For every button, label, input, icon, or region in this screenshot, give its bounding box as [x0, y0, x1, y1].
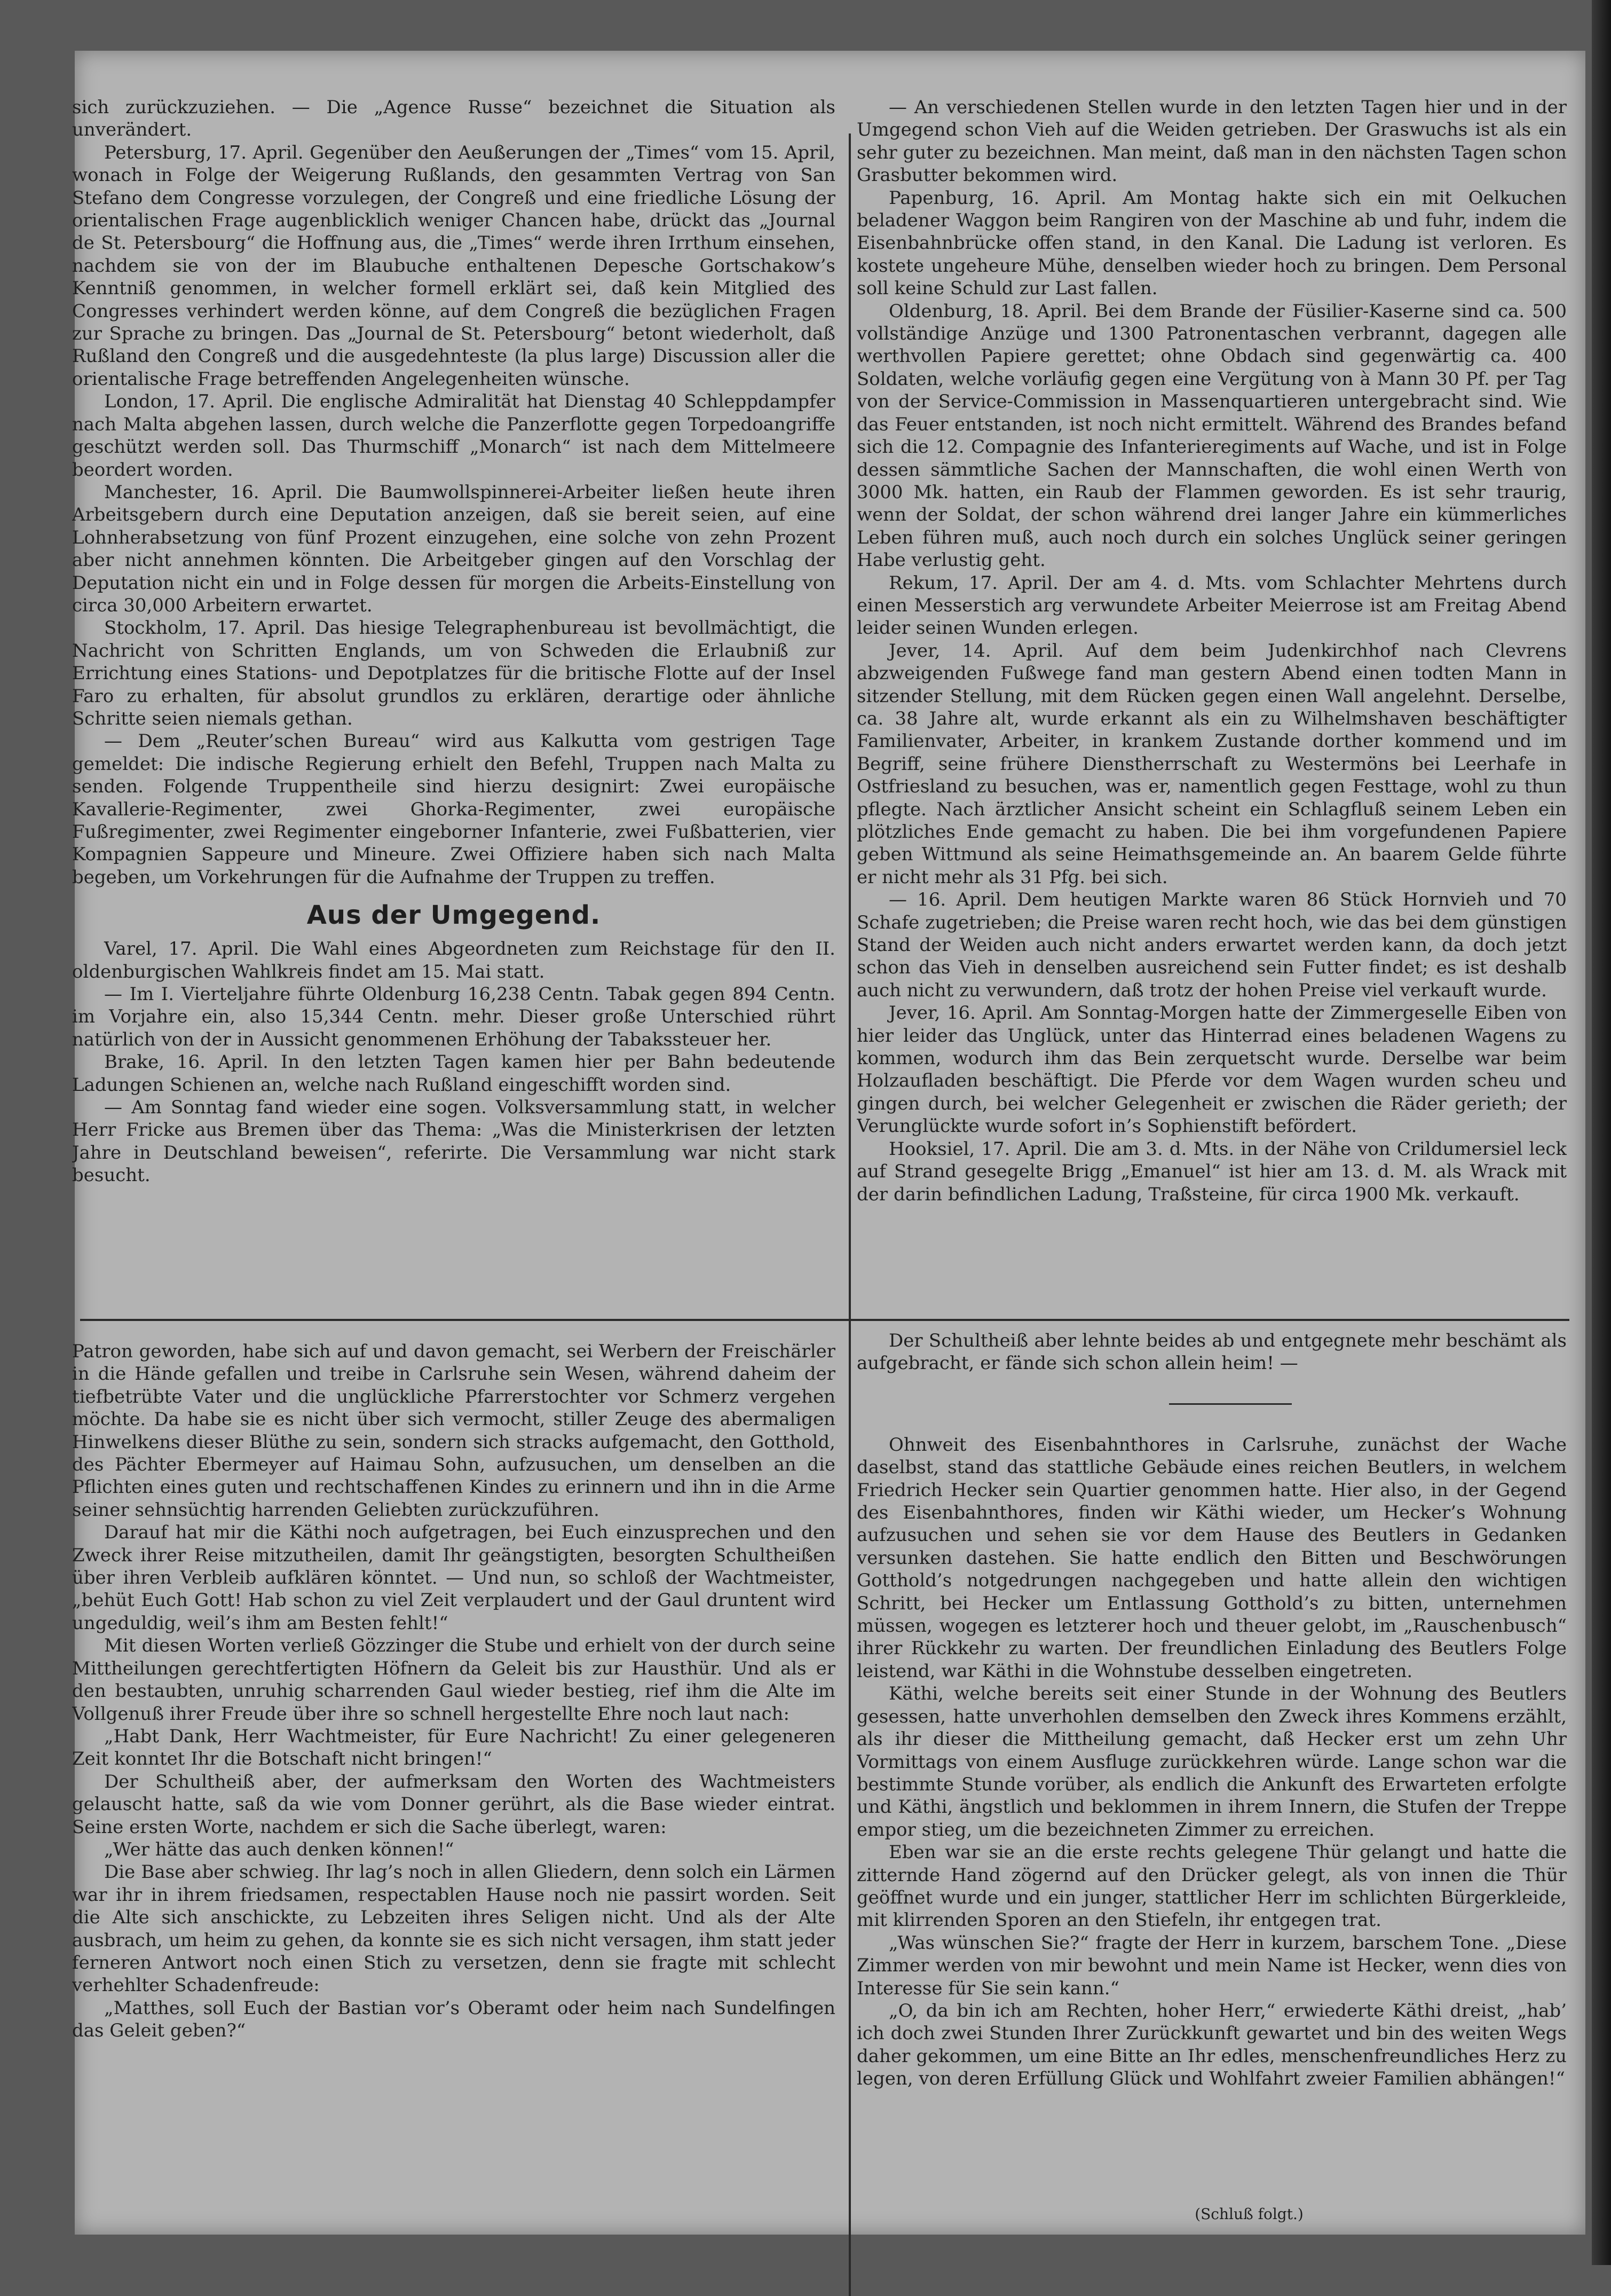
- paragraph: Die Base aber schwieg. Ihr lag’s noch in allen Gliedern, denn solch ein Lärmen war ihr in ihrem friedsamen, respectablen Hause noch nie passirt worden. Seit die Alte sich anschickte, zu Lebzeiten ihres Seligen nicht. Und als der Alte ausbrach, um heim zu gehen, da konnte sie es sich nicht versagen, ihm statt jeder ferneren Antwort noch einen Stich zu versetzen, denn sie fragte mit schlecht verhehlter Schadenfreude:: [72, 1861, 835, 1996]
- paragraph: Der Schultheiß aber, der aufmerksam den Worten des Wachtmeisters gelauscht hatte, saß da wie vom Donner gerührt, als die Base wieder eintrat. Seine ersten Worte, nachdem er sich die Sache überlegt, waren:: [72, 1771, 835, 1838]
- paragraph: Jever, 14. April. Auf dem beim Judenkirchhof nach Clevrens abzweigenden Fußwege fand man gestern Abend einen todten Mann in sitzender Stellung, mit dem Rücken gegen einen Wall angelehnt. Derselbe, ca. 38 Jahre alt, wurde erkannt als ein zu Wilhelmshaven beschäftigter Familienvater, Arbeiter, in krankem Zustande dorther kommend und im Begriff, seine frühere Dienstherrschaft zu Westermöns bei Leerhafe in Ostfriesland zu besuchen, was er, namentlich gegen Festtage, wohl zu thun pflegte. Nach ärztlicher Ansicht scheint ein Schlagfluß seinem Leben ein plötzliches Ende gemacht zu haben. Die bei ihm vorgefundenen Papiere geben Wittmund als seine Heimathsgemeinde an. An baarem Gelde führte er nicht mehr als 31 Pfg. bei sich.: [857, 640, 1567, 888]
- paragraph: — Im I. Vierteljahre führte Oldenburg 16,238 Centn. Tabak gegen 894 Centn. im Vorjahre ein, also 15,344 Centn. mehr. Dieser große Unterschied rührt natürlich von der in Aussicht genommenen Erhöhung der Tabakssteuer her.: [72, 984, 835, 1050]
- paragraph: Eben war sie an die erste rechts gelegene Thür gelangt und hatte die zitternde Hand zögernd auf den Drücker gelegt, als von innen die Thür geöffnet wurde und ein junger, stattlicher Herr im schlichten Bürgerkleide, mit klirrenden Sporen an den Stiefeln, ihr entgegen trat.: [857, 1842, 1567, 1931]
- paragraph: Jever, 16. April. Am Sonntag-Morgen hatte der Zimmergeselle Eiben von hier leider das Unglück, unter das Hinterrad eines beladenen Wagens zu kommen, wodurch ihm das Bein zerquetscht wurde. Derselbe war beim Holzaufladen beschäftigt. Die Pferde vor dem Wagen wurden scheu und gingen durch, bei welcher Gelegenheit er zwischen die Räder gerieth; der Verunglückte wurde sofort in’s Sophienstift befördert.: [857, 1002, 1567, 1137]
- column-top-left: [72, 96, 835, 1281]
- feuilleton-divider: [80, 1319, 1569, 1321]
- section-heading: Aus der Umgegend.: [306, 900, 601, 931]
- paragraph: Manchester, 16. April. Die Baumwollspinnerei-Arbeiter ließen heute ihren Arbeitsgebern durch eine Deputation anzeigen, daß sie bereit seien, auf eine Lohnherabsetzung von fünf Prozent einzugehen, eine solche von zehn Prozent aber nicht annehmen könnten. Die Arbeitgeber gingen auf den Vorschlag der Deputation nicht ein und in Folge dessen für morgen die Arbeits-Einstellung von circa 30,000 Arbeitern erwartet.: [72, 481, 835, 616]
- paragraph: „Habt Dank, Herr Wachtmeister, für Eure Nachricht! Zu einer gelegeneren Zeit konntet Ihr die Botschaft nicht bringen!“: [72, 1725, 835, 1770]
- column-divider: [849, 133, 851, 1324]
- paragraph: Stockholm, 17. April. Das hiesige Telegraphenbureau ist bevollmächtigt, die Nachricht von Schritten Englands, um von Schweden die Erlaubniß zur Errichtung eines Stations- und Depotplatzes für die britische Flotte auf der Insel Faro zu erhalten, für absolut grundlos zu erklären, derartige oder ähnliche Schritte seien niemals gethan.: [72, 617, 835, 729]
- paragraph: Petersburg, 17. April. Gegenüber den Aeußerungen der „Times“ vom 15. April, wonach in Folge der Weigerung Rußlands, den gesammten Vertrag von San Stefano dem Congresse vorzulegen, der Congreß und eine friedliche Lösung der orientalischen Frage augenblicklich weniger Chancen habe, drückt das „Journal de St. Petersbourg“ die Hoffnung aus, die „Times“ werde ihren Irrthum einsehen, nachdem sie von der im Blaubuche enthaltenen Depesche Gortschakow’s Kenntniß genommen, in welcher formell erklärt sei, daß kein Mitglied des Congresses verhindert werden könne, auf dem Congreß die bezüglichen Fragen zur Sprache zu bringen. Das „Journal de St. Petersbourg“ betont wiederholt, daß Rußland den Congreß und die ausgedehnteste (la plus large) Discussion aller die orientalische Frage betreffenden Angelegenheiten wünsche.: [72, 141, 835, 390]
- paragraph: Papenburg, 16. April. Am Montag hakte sich ein mit Oelkuchen beladener Waggon beim Rangiren von der Maschine ab und fuhr, indem die Eisenbahnbrücke offen stand, in den Kanal. Die Ladung ist verloren. Es kostete ungeheure Mühe, denselben wieder hoch zu bringen. Dem Personal soll keine Schuld zur Last fallen.: [857, 187, 1567, 300]
- continuation-note: (Schluß folgt.): [1195, 2205, 1304, 2223]
- paragraph: „Matthes, soll Euch der Bastian vor’s Oberamt oder heim nach Sundelfingen das Geleit geben?“: [72, 1997, 835, 2042]
- scan-edge: [1592, 0, 1611, 2265]
- paragraph: Patron geworden, habe sich auf und davon gemacht, sei Werbern der Freischärler in die Hände gefallen und treibe in Carlsruhe sein Wesen, während daheim der tiefbetrübte Vater und die unglückliche Pfarrerstochter vor Schmerz vergehen möchte. Da habe sie es nicht über sich vermocht, stiller Zeuge des abermaligen Hinwelkens dieser Blüthe zu sein, sondern sich stracks aufgemacht, den Gotthold, des Pächter Ebermeyer auf Haimau Sohn, aufzusuchen, um denselben an die Pflichten eines guten und rechtschaffenen Kindes zu erinnern und ihn in die Arme seiner sehnsüchtig harrenden Geliebten zurückzuführen.: [72, 1341, 835, 1521]
- paragraph: — Am Sonntag fand wieder eine sogen. Volksversammlung statt, in welcher Herr Fricke aus Bremen über das Thema: „Was die Ministerkrisen der letzten Jahre in Deutschland beweisen“, referirte. Die Versammlung war nicht stark besucht.: [72, 1097, 835, 1186]
- paragraph: — Dem „Reuter’schen Bureau“ wird aus Kalkutta vom gestrigen Tage gemeldet: Die indische Regierung erhielt den Befehl, Truppen nach Malta zu senden. Folgende Truppentheile sind hierzu designirt: Zwei europäische Kavallerie-Regimenter, zwei Ghorka-Regimenter, zwei europäische Fußregimenter, zwei Regimenter eingeborner Infanterie, zwei Fußbatterien, vier Kompagnien Sappeure und Mineure. Zwei Offiziere haben sich nach Malta begeben, um Vorkehrungen für die Aufnahme der Truppen zu treffen.: [72, 730, 835, 888]
- paragraph: Mit diesen Worten verließ Gözzinger die Stube und erhielt von der durch seine Mittheilungen gerechtfertigten Höfnern da Geleit bis zur Hausthür. Und als er den bestaubten, unruhig scharrenden Gaul wieder bestieg, rief ihm die Alte im Vollgenuß ihrer Freude über ihre so schnell hergestellte Ehre noch laut nach:: [72, 1635, 835, 1725]
- paragraph: Rekum, 17. April. Der am 4. d. Mts. vom Schlachter Mehrtens durch einen Messerstich arg verwundete Arbeiter Meierrose ist am Freitag Abend leider seinen Wunden erlegen.: [857, 572, 1567, 639]
- paragraph: „Wer hätte das auch denken können!“: [104, 1838, 454, 1860]
- section-separator: [1169, 1403, 1292, 1405]
- paragraph: Hooksiel, 17. April. Die am 3. d. Mts. in der Nähe von Crildumersiel leck auf Strand gesegelte Brigg „Emanuel“ ist hier am 13. d. M. als Wrack mit der darin befindlichen Ladung, Traßsteine, für circa 1900 Mk. verkauft.: [857, 1138, 1567, 1205]
- paragraph: London, 17. April. Die englische Admiralität hat Dienstag 40 Schleppdampfer nach Malta abgehen lassen, durch welche die Panzerflotte gegen Torpedoangriffe geschützt werden soll. Das Thurmschiff „Monarch“ ist nach dem Mittelmeere beordert worden.: [72, 391, 835, 481]
- paragraph: Varel, 17. April. Die Wahl eines Abgeordneten zum Reichstage für den II. oldenburgischen Wahlkreis findet am 15. Mai statt.: [72, 938, 835, 982]
- paragraph: Oldenburg, 18. April. Bei dem Brande der Füsilier-Kaserne sind ca. 500 vollständige Anzüge und 1300 Patronentaschen verbrannt, dagegen alle werthvollen Papiere gerettet; ohne Obdach sind gegenwärtig ca. 400 Soldaten, welche vorläufig gegen eine Vergütung von à Mann 30 Pf. per Tag von der Service-Commission in Massenquartieren untergebracht sind. Wie das Feuer entstanden, ist noch nicht ermittelt. Während des Brandes befand sich die 12. Compagnie des Infanterieregiments auf Wache, und ist in Folge dessen sämmtliche Sachen der Mannschaften, die wohl einen Werth von 3000 Mk. hatten, ein Raub der Flammen geworden. Es ist sehr traurig, wenn der Soldat, der schon während drei langer Jahre ein kümmerliches Leben führen muß, auch noch durch ein solches Unglück seiner geringen Habe verlustig geht.: [857, 300, 1567, 571]
- paragraph: Ohnweit des Eisenbahnthores in Carlsruhe, zunächst der Wache daselbst, stand das stattliche Gebäude eines reichen Beutlers, in welchem Friedrich Hecker sein Quartier genommen hatte. Hier also, in der Gegend des Eisenbahnthores, finden wir Käthi wieder, um Hecker’s Wohnung aufzusuchen und sehen sie vor dem Hause des Beutlers in Gedanken versunken dastehen. Sie hatte endlich den Bitten und Beschwörungen Gotthold’s notgedrungen nachgegeben und hatte allein den wichtigen Schritt, bei Hecker um Entlassung Gotthold’s zu bitten, unternehmen müssen, wogegen es letzterer hoch und theuer gelobt, im „Rauschenbusch“ ihrer Rückkehr zu warten. Der freundlichen Einladung des Beutlers Folge leistend, war Käthi in die Wohnstube desselben eingetreten.: [857, 1434, 1567, 1682]
- paragraph: Brake, 16. April. In den letzten Tagen kamen hier per Bahn bedeutende Ladungen Schienen an, welche nach Rußland eingeschifft worden sind.: [72, 1051, 835, 1096]
- paragraph: — 16. April. Dem heutigen Markte waren 86 Stück Hornvieh und 70 Schafe zugetrieben; die Preise waren recht hoch, wie das bei dem günstigen Stand der Weiden auch nicht anders erwartet werden kann, da doch jetzt schon das Vieh in denselben ausreichend sein Futter findet; es ist deshalb auch nicht zu verwundern, daß trotz der hohen Preise viel verkauft wurde.: [857, 889, 1567, 1001]
- column-divider: [849, 1324, 851, 2296]
- paragraph: Der Schultheiß aber lehnte beides ab und entgegnete mehr beschämt als aufgebracht, er fände sich schon allein heim! —: [857, 1330, 1567, 1374]
- paragraph: — An verschiedenen Stellen wurde in den letzten Tagen hier und in der Umgegend schon Vieh auf die Weiden getrieben. Der Graswuchs ist als ein sehr guter zu bezeichnen. Man meint, daß man in den nächsten Tagen schon Grasbutter bekommen wird.: [857, 97, 1567, 186]
- column-bottom-right: [857, 1330, 1567, 2184]
- paragraph: sich zurückzuziehen. — Die „Agence Russe“ bezeichnet die Situation als unverändert.: [72, 97, 835, 141]
- paragraph: Darauf hat mir die Käthi noch aufgetragen, bei Euch einzusprechen und den Zweck ihrer Reise mitzutheilen, damit Ihr geängstigten, besorgten Schultheißen über ihren Verbleib aufklären könntet. — Und nun, so schloß der Wachtmeister, „behüt Euch Gott! Hab schon zu viel Zeit verplaudert und der Gaul druntent wird ungeduldig, weil’s ihm am Besten fehlt!“: [72, 1522, 835, 1634]
- paragraph: „Was wünschen Sie?“ fragte der Herr in kurzem, barschem Tone. „Diese Zimmer werden von mir bewohnt und mein Name ist Hecker, wenn dies von Interesse für Sie sein kann.“: [857, 1932, 1567, 1999]
- paragraph: „O, da bin ich am Rechten, hoher Herr,“ erwiederte Käthi dreist, „hab’ ich doch zwei Stunden Ihrer Zurückkunft gewartet und bin des weiten Wegs daher gekommen, um eine Bitte an Ihr edles, menschenfreundliches Herz zu legen, von deren Erfüllung Glück und Wohlfahrt zweier Familien abhängen!“: [857, 2000, 1567, 2090]
- column-top-right: [857, 96, 1567, 1324]
- paragraph: Käthi, welche bereits seit einer Stunde in der Wohnung des Beutlers gesessen, hatte unverhohlen demselben den Zweck ihres Kommens erzählt, als ihr dieser die Mittheilung gemacht, daß Hecker erst um zehn Uhr Vormittags von einem Ausfluge zurückkehren würde. Lange schon war die bestimmte Stunde vorüber, als endlich die Ankunft des Erwarteten erfolgte und Käthi, ängstlich und beklommen in ihrem Innern, die Stufen der Treppe empor stieg, um die bezeichneten Zimmer zu erreichen.: [857, 1683, 1567, 1841]
- column-bottom-left: [72, 1340, 835, 2173]
